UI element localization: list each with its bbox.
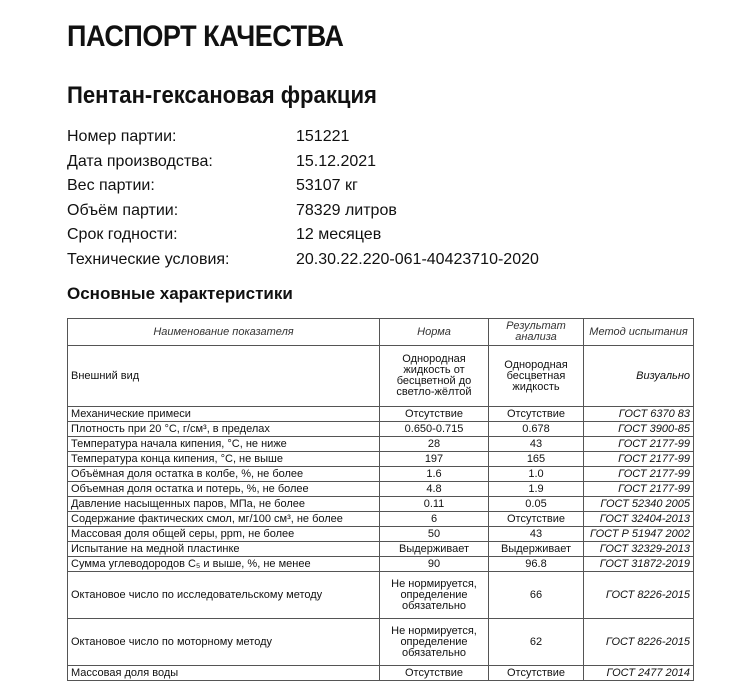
- header-result: Результат анализа: [489, 319, 584, 346]
- norm-value: Не нормируется, определение обязательно: [380, 572, 489, 619]
- table-row: [68, 482, 694, 497]
- test-method: ГОСТ 32404-2013: [584, 512, 694, 527]
- test-method: ГОСТ 6370 83: [584, 407, 694, 422]
- parameter-name: Массовая доля воды: [68, 666, 380, 681]
- table-row: [68, 422, 694, 437]
- table-row: [68, 437, 694, 452]
- test-method: ГОСТ Р 51947 2002: [584, 527, 694, 542]
- table-row: [68, 527, 694, 542]
- batch-weight-value: 53107 кг: [296, 177, 358, 194]
- test-method: ГОСТ 8226-2015: [584, 572, 694, 619]
- table-row: [68, 407, 694, 422]
- table-row: [68, 452, 694, 467]
- test-method: ГОСТ 2177-99: [584, 482, 694, 497]
- norm-value: Отсутствие: [380, 666, 489, 681]
- table-row: [68, 619, 694, 666]
- test-method: ГОСТ 2477 2014: [584, 666, 694, 681]
- parameter-name: Температура начала кипения, °С, не ниже: [68, 437, 380, 452]
- header-parameter-name: Наименование показателя: [68, 319, 380, 346]
- parameter-name: Сумма углеводородов C₅ и выше, %, не менее: [68, 557, 380, 572]
- document-title: ПАСПОРТ КАЧЕСТВА: [67, 20, 344, 53]
- norm-value: 1.6: [380, 467, 489, 482]
- section-title: Основные характеристики: [67, 284, 293, 303]
- norm-value: Выдерживает: [380, 542, 489, 557]
- parameter-name: Температура конца кипения, °С, не выше: [68, 452, 380, 467]
- test-method: ГОСТ 2177-99: [584, 437, 694, 452]
- parameter-name: Октановое число по исследовательскому методу: [68, 572, 380, 619]
- table-row: [68, 572, 694, 619]
- norm-value: 28: [380, 437, 489, 452]
- test-method: ГОСТ 2177-99: [584, 467, 694, 482]
- norm-value: Отсутствие: [380, 407, 489, 422]
- norm-value: 0.650-0.715: [380, 422, 489, 437]
- result-value: Отсутствие: [489, 666, 584, 681]
- table-row: [68, 512, 694, 527]
- batch-weight-label: Вес партии:: [67, 177, 155, 194]
- production-date-value: 15.12.2021: [296, 152, 377, 170]
- norm-value: 4.8: [380, 482, 489, 497]
- result-value: 62: [489, 619, 584, 666]
- test-method: ГОСТ 31872-2019: [584, 557, 694, 572]
- norm-value: 197: [380, 452, 489, 467]
- result-value: Отсутствие: [489, 407, 584, 422]
- batch-number-label: Номер партии:: [67, 128, 177, 145]
- result-value: 0.678: [489, 422, 584, 437]
- parameter-name: Механические примеси: [68, 407, 380, 422]
- result-value: 165: [489, 452, 584, 467]
- tech-conditions-label: Технические условия:: [67, 250, 230, 268]
- result-value: 43: [489, 527, 584, 542]
- result-value: Выдерживает: [489, 542, 584, 557]
- parameter-name: Объёмная доля остатка в колбе, %, не более: [68, 467, 380, 482]
- shelf-life-value: 12 месяцев: [296, 226, 382, 243]
- table-row: [68, 497, 694, 512]
- product-name: Пентан-гексановая фракция: [67, 82, 377, 109]
- shelf-life-label: Срок годности:: [67, 226, 178, 243]
- parameter-name: Массовая доля общей серы, ppm, не более: [68, 527, 380, 542]
- result-value: 66: [489, 572, 584, 619]
- parameter-name: Объемная доля остатка и потерь, %, не более: [68, 482, 380, 497]
- parameter-name: Испытание на медной пластинке: [68, 542, 380, 557]
- norm-value: Однородная жидкость от бесцветной до светло-жёлтой: [380, 346, 489, 407]
- table-row: [68, 542, 694, 557]
- table-row: [68, 557, 694, 572]
- result-value: Однородная бесцветная жидкость: [489, 346, 584, 407]
- parameter-name: Октановое число по моторному методу: [68, 619, 380, 666]
- norm-value: 90: [380, 557, 489, 572]
- result-value: 0.05: [489, 497, 584, 512]
- parameter-name: Давление насыщенных паров, МПа, не более: [68, 497, 380, 512]
- batch-volume-label: Объём партии:: [67, 201, 179, 219]
- result-value: 1.9: [489, 482, 584, 497]
- batch-volume-value: 78329 литров: [296, 201, 397, 219]
- batch-number-value: 151221: [296, 128, 350, 145]
- production-date-label: Дата производства:: [67, 152, 213, 170]
- table-row: [68, 346, 694, 407]
- test-method: ГОСТ 8226-2015: [584, 619, 694, 666]
- header-test-method: Метод испытания: [584, 319, 694, 346]
- norm-value: 6: [380, 512, 489, 527]
- table-row: [68, 467, 694, 482]
- result-value: Отсутствие: [489, 512, 584, 527]
- norm-value: 50: [380, 527, 489, 542]
- header-norm: Норма: [380, 319, 489, 346]
- parameter-name: Содержание фактических смол, мг/100 см³, не более: [68, 512, 380, 527]
- table-header-row: [68, 319, 694, 346]
- norm-value: 0.11: [380, 497, 489, 512]
- result-value: 1.0: [489, 467, 584, 482]
- test-method: ГОСТ 52340 2005: [584, 497, 694, 512]
- norm-value: Не нормируется, определение обязательно: [380, 619, 489, 666]
- characteristics-table: [67, 318, 694, 681]
- test-method: ГОСТ 32329-2013: [584, 542, 694, 557]
- result-value: 43: [489, 437, 584, 452]
- test-method: ГОСТ 3900-85: [584, 422, 694, 437]
- table-row: [68, 666, 694, 681]
- parameter-name: Внешний вид: [68, 346, 380, 407]
- tech-conditions-value: 20.30.22.220-061-40423710-2020: [296, 250, 539, 268]
- test-method: ГОСТ 2177-99: [584, 452, 694, 467]
- parameter-name: Плотность при 20 °С, г/см³, в пределах: [68, 422, 380, 437]
- result-value: 96.8: [489, 557, 584, 572]
- test-method: Визуально: [584, 346, 694, 407]
